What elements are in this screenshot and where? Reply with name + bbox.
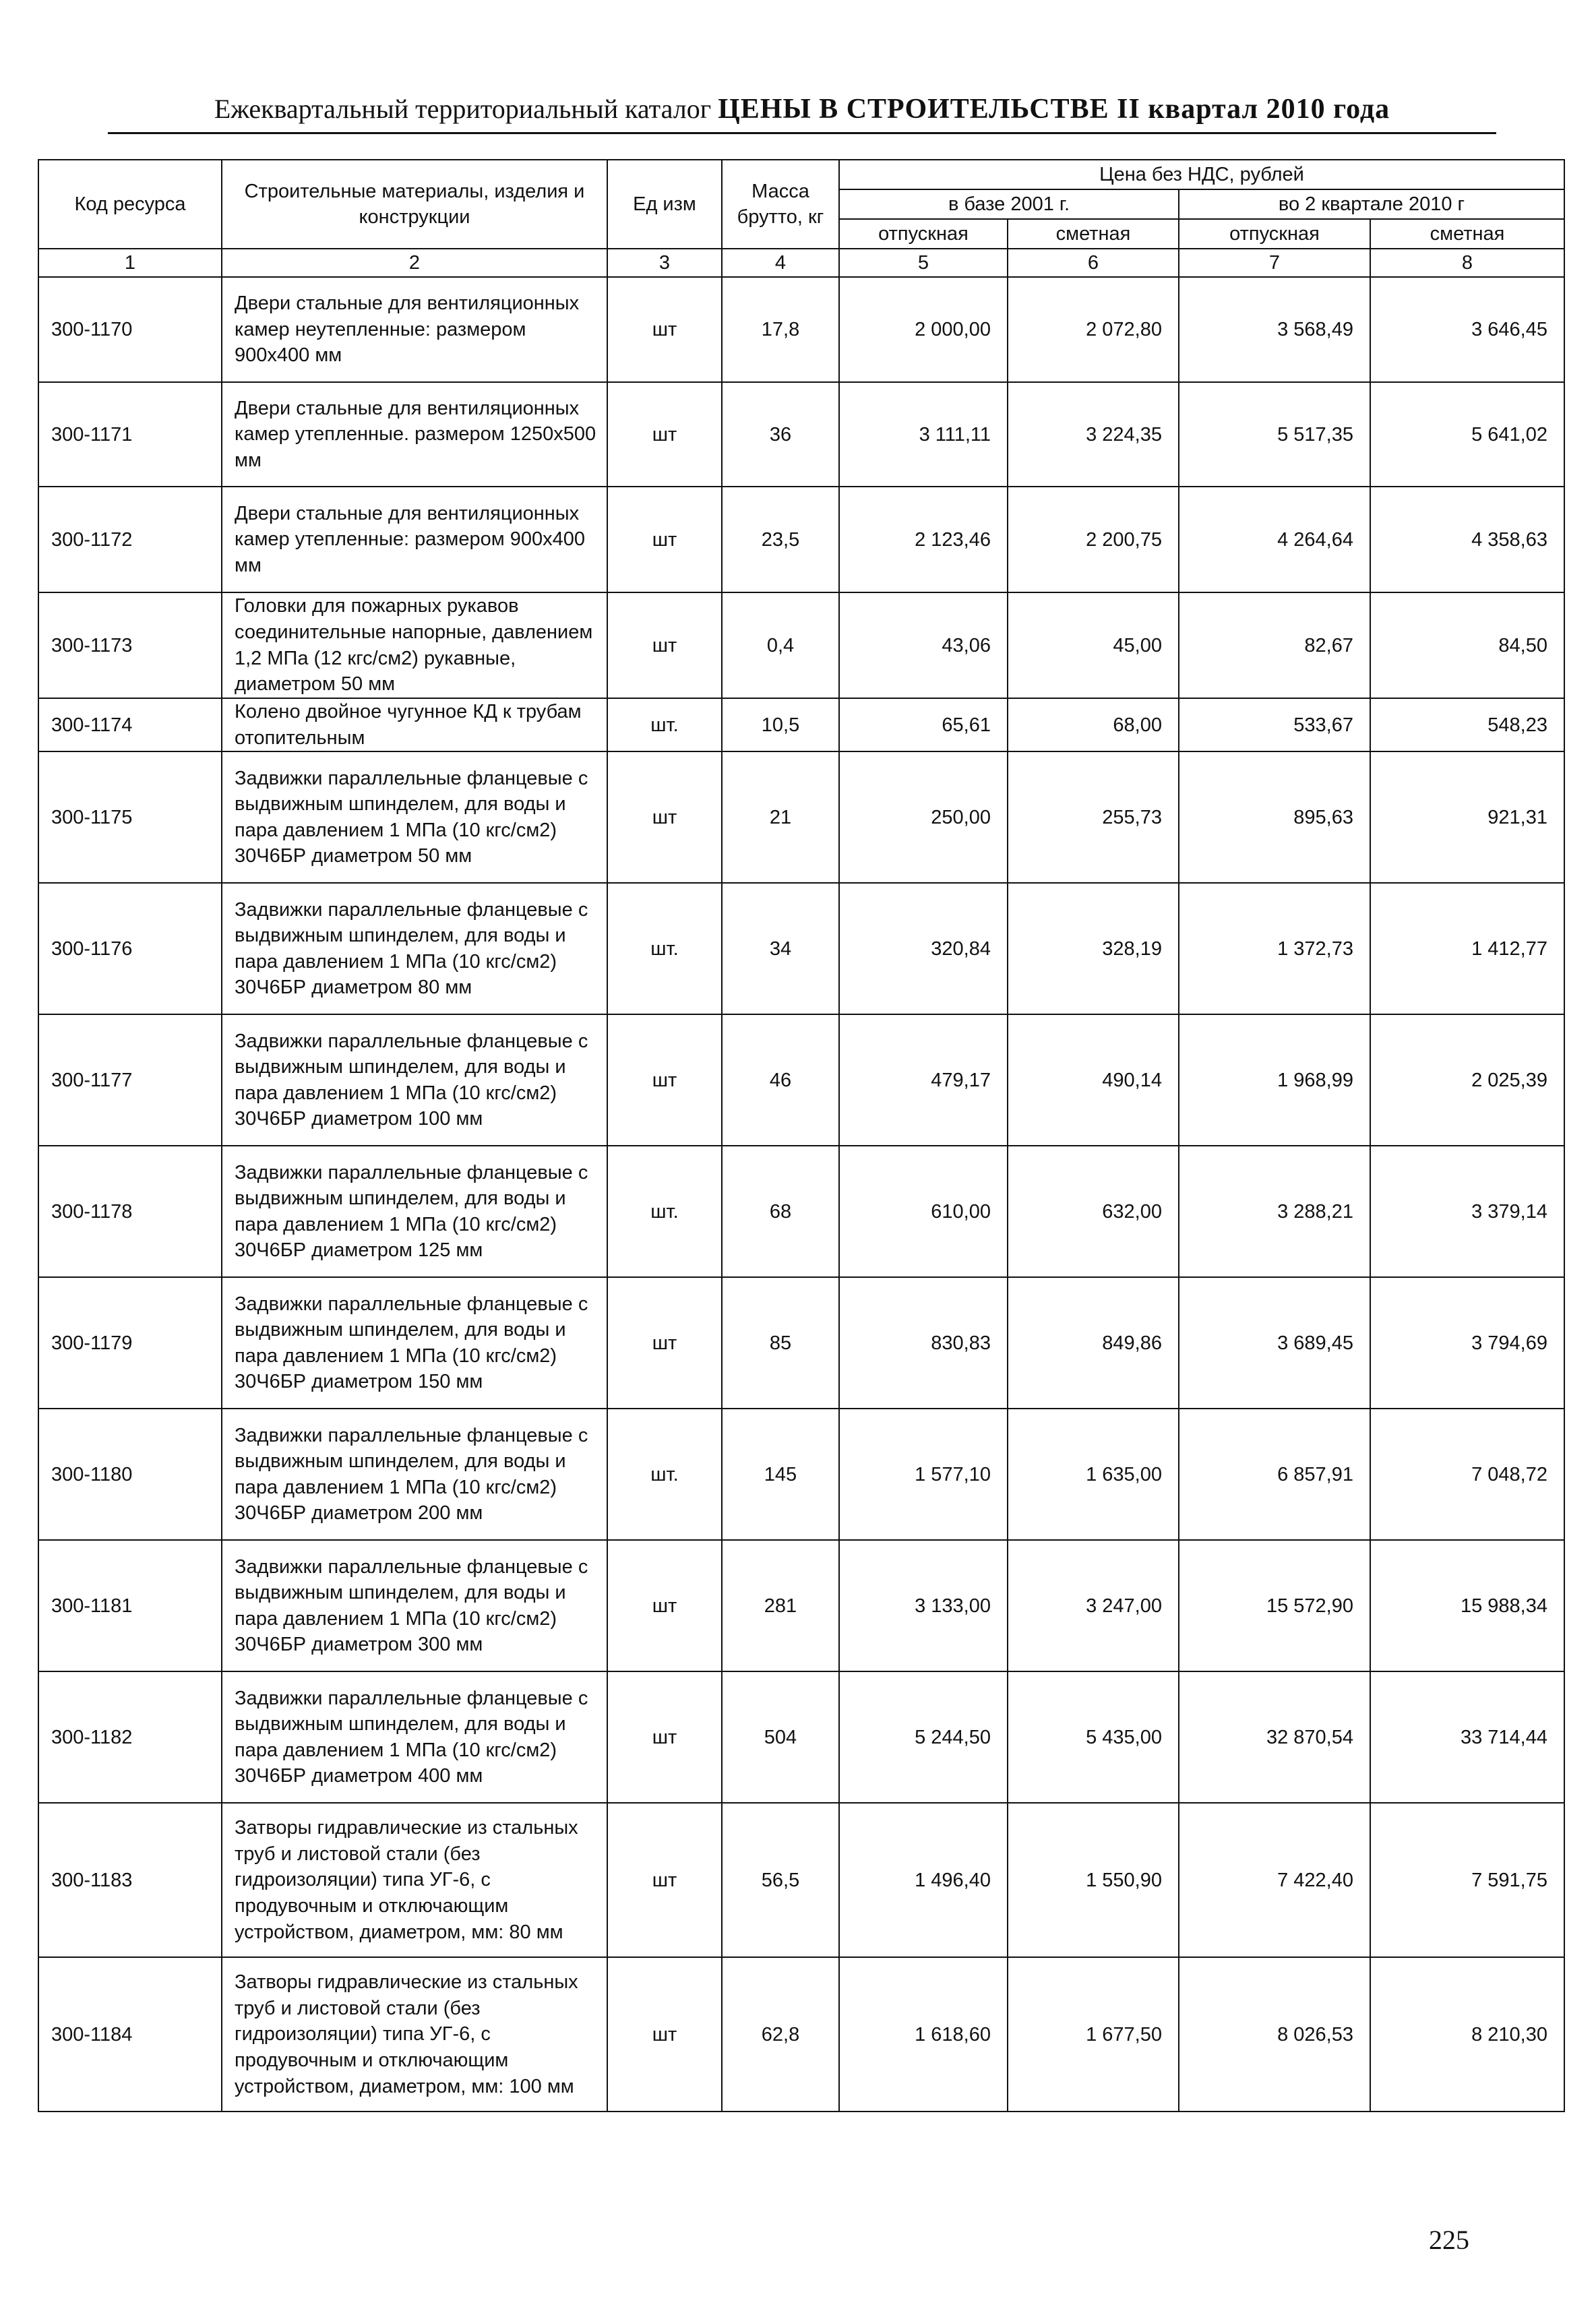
price-estimate-2001: 632,00 [1008, 1146, 1179, 1277]
price-release-2010: 82,67 [1179, 592, 1370, 698]
material-name: Двери стальные для вентиляционных камер неутепленные: размером 900х400 мм [222, 277, 607, 382]
material-name: Задвижки параллельные фланцевые с выдвижным шпинделем, для воды и пара давлением 1 МПа (10 кгс/см2) 30Ч6БР диаметром 400 мм [222, 1671, 607, 1803]
mass-cell: 145 [722, 1409, 839, 1540]
price-release-2010: 3 288,21 [1179, 1146, 1370, 1277]
price-release-2001: 5 244,50 [839, 1671, 1008, 1803]
material-name: Задвижки параллельные фланцевые с выдвижным шпинделем, для воды и пара давлением 1 МПа (10 кгс/см2) 30Ч6БР диаметром 50 мм [222, 751, 607, 883]
price-estimate-2010: 4 358,63 [1370, 487, 1564, 592]
price-estimate-2001: 45,00 [1008, 592, 1179, 698]
table-row [38, 382, 1564, 487]
material-name: Задвижки параллельные фланцевые с выдвижным шпинделем, для воды и пара давлением 1 МПа (10 кгс/см2) 30Ч6БР диаметром 80 мм [222, 883, 607, 1014]
material-name: Двери стальные для вентиляционных камер утепленные: размером 900х400 мм [222, 487, 607, 592]
unit-cell: шт [607, 1014, 722, 1146]
price-estimate-2010: 33 714,44 [1370, 1671, 1564, 1803]
price-release-2010: 5 517,35 [1179, 382, 1370, 487]
price-estimate-2001: 2 072,80 [1008, 277, 1179, 382]
table-row [38, 883, 1564, 1014]
resource-code: 300-1177 [38, 1014, 222, 1146]
price-release-2010: 3 689,45 [1179, 1277, 1370, 1409]
header-base-2001: в базе 2001 г. [839, 189, 1179, 219]
table-row [38, 1540, 1564, 1671]
mass-cell: 68 [722, 1146, 839, 1277]
price-estimate-2010: 3 794,69 [1370, 1277, 1564, 1409]
unit-cell: шт. [607, 883, 722, 1014]
price-release-2010: 1 968,99 [1179, 1014, 1370, 1146]
price-estimate-2010: 548,23 [1370, 698, 1564, 751]
mass-cell: 21 [722, 751, 839, 883]
material-name: Колено двойное чугунное КД к трубам отопительным [222, 698, 607, 751]
price-table [38, 159, 1565, 2112]
price-release-2001: 3 133,00 [839, 1540, 1008, 1671]
mass-cell: 85 [722, 1277, 839, 1409]
header-estimate-2010: сметная [1370, 219, 1564, 249]
unit-cell: шт [607, 1803, 722, 1957]
price-release-2010: 8 026,53 [1179, 1957, 1370, 2112]
price-release-2001: 3 111,11 [839, 382, 1008, 487]
price-estimate-2001: 1 550,90 [1008, 1803, 1179, 1957]
resource-code: 300-1176 [38, 883, 222, 1014]
resource-code: 300-1175 [38, 751, 222, 883]
unit-cell: шт. [607, 698, 722, 751]
price-release-2001: 43,06 [839, 592, 1008, 698]
price-estimate-2010: 7 591,75 [1370, 1803, 1564, 1957]
mass-cell: 46 [722, 1014, 839, 1146]
resource-code: 300-1172 [38, 487, 222, 592]
header-code: Код ресурса [38, 160, 222, 249]
price-release-2010: 6 857,91 [1179, 1409, 1370, 1540]
table-row [38, 1957, 1564, 2112]
unit-cell: шт [607, 1671, 722, 1803]
header-name: Строительные материалы, изделия и конструкции [222, 160, 607, 249]
table-row [38, 1014, 1564, 1146]
price-release-2001: 1 496,40 [839, 1803, 1008, 1957]
material-name: Задвижки параллельные фланцевые с выдвижным шпинделем, для воды и пара давлением 1 МПа (10 кгс/см2) 30Ч6БР диаметром 150 мм [222, 1277, 607, 1409]
catalog-header-caption: ЦЕНЫ В СТРОИТЕЛЬСТВЕ II квартал 2010 года [718, 94, 1390, 125]
mass-cell: 56,5 [722, 1803, 839, 1957]
column-number: 5 [839, 249, 1008, 277]
header-price: Цена без НДС, рублей [839, 160, 1564, 189]
resource-code: 300-1183 [38, 1803, 222, 1957]
price-release-2010: 7 422,40 [1179, 1803, 1370, 1957]
price-release-2001: 65,61 [839, 698, 1008, 751]
price-release-2001: 2 000,00 [839, 277, 1008, 382]
resource-code: 300-1182 [38, 1671, 222, 1803]
price-release-2001: 2 123,46 [839, 487, 1008, 592]
mass-cell: 36 [722, 382, 839, 487]
table-row [38, 1146, 1564, 1277]
unit-cell: шт [607, 751, 722, 883]
price-estimate-2010: 1 412,77 [1370, 883, 1564, 1014]
mass-cell: 281 [722, 1540, 839, 1671]
table-row [38, 1803, 1564, 1957]
table-row [38, 1409, 1564, 1540]
header-release-2010: отпускная [1179, 219, 1370, 249]
page-number: 225 [1429, 2225, 1469, 2255]
unit-cell: шт [607, 1957, 722, 2112]
column-number: 6 [1008, 249, 1179, 277]
table-row [38, 1671, 1564, 1803]
material-name: Задвижки параллельные фланцевые с выдвижным шпинделем, для воды и пара давлением 1 МПа (10 кгс/см2) 30Ч6БР диаметром 100 мм [222, 1014, 607, 1146]
price-estimate-2001: 3 247,00 [1008, 1540, 1179, 1671]
price-estimate-2001: 5 435,00 [1008, 1671, 1179, 1803]
column-number: 7 [1179, 249, 1370, 277]
unit-cell: шт [607, 1277, 722, 1409]
column-number: 4 [722, 249, 839, 277]
price-release-2010: 533,67 [1179, 698, 1370, 751]
price-estimate-2010: 3 646,45 [1370, 277, 1564, 382]
price-estimate-2010: 15 988,34 [1370, 1540, 1564, 1671]
price-estimate-2010: 7 048,72 [1370, 1409, 1564, 1540]
unit-cell: шт [607, 277, 722, 382]
mass-cell: 62,8 [722, 1957, 839, 2112]
price-release-2010: 895,63 [1179, 751, 1370, 883]
price-estimate-2010: 3 379,14 [1370, 1146, 1564, 1277]
material-name: Двери стальные для вентиляционных камер утепленные. размером 1250х500 мм [222, 382, 607, 487]
mass-cell: 504 [722, 1671, 839, 1803]
header-q2-2010: во 2 квартале 2010 г [1179, 189, 1564, 219]
unit-cell: шт. [607, 1146, 722, 1277]
resource-code: 300-1174 [38, 698, 222, 751]
price-estimate-2010: 8 210,30 [1370, 1957, 1564, 2112]
catalog-header [108, 93, 1496, 125]
price-release-2010: 3 568,49 [1179, 277, 1370, 382]
mass-cell: 17,8 [722, 277, 839, 382]
resource-code: 300-1179 [38, 1277, 222, 1409]
price-release-2001: 479,17 [839, 1014, 1008, 1146]
catalog-header-prefix: Ежеквартальный территориальный каталог [214, 94, 712, 124]
unit-cell: шт [607, 1540, 722, 1671]
price-estimate-2001: 255,73 [1008, 751, 1179, 883]
column-number: 3 [607, 249, 722, 277]
price-estimate-2001: 849,86 [1008, 1277, 1179, 1409]
price-estimate-2010: 921,31 [1370, 751, 1564, 883]
price-release-2010: 4 264,64 [1179, 487, 1370, 592]
material-name: Затворы гидравлические из стальных труб и листовой стали (без гидроизоляции) типа УГ-6, с продувочным и отключающим устройством, диаметром, мм: 100 мм [222, 1957, 607, 2112]
resource-code: 300-1178 [38, 1146, 222, 1277]
resource-code: 300-1173 [38, 592, 222, 698]
unit-cell: шт [607, 382, 722, 487]
price-estimate-2001: 1 635,00 [1008, 1409, 1179, 1540]
price-release-2010: 15 572,90 [1179, 1540, 1370, 1671]
price-release-2010: 1 372,73 [1179, 883, 1370, 1014]
table-row [38, 751, 1564, 883]
unit-cell: шт [607, 487, 722, 592]
resource-code: 300-1184 [38, 1957, 222, 2112]
column-number: 1 [38, 249, 222, 277]
material-name: Задвижки параллельные фланцевые с выдвижным шпинделем, для воды и пара давлением 1 МПа (10 кгс/см2) 30Ч6БР диаметром 300 мм [222, 1540, 607, 1671]
price-estimate-2001: 3 224,35 [1008, 382, 1179, 487]
resource-code: 300-1170 [38, 277, 222, 382]
table-row [38, 698, 1564, 751]
price-release-2010: 32 870,54 [1179, 1671, 1370, 1803]
header-mass: Масса брутто, кг [722, 160, 839, 249]
header-release-2001: отпускная [839, 219, 1008, 249]
column-number: 8 [1370, 249, 1564, 277]
price-release-2001: 1 577,10 [839, 1409, 1008, 1540]
price-release-2001: 610,00 [839, 1146, 1008, 1277]
price-release-2001: 320,84 [839, 883, 1008, 1014]
table-row [38, 487, 1564, 592]
price-release-2001: 250,00 [839, 751, 1008, 883]
column-number-row [38, 249, 1564, 277]
material-name: Задвижки параллельные фланцевые с выдвижным шпинделем, для воды и пара давлением 1 МПа (10 кгс/см2) 30Ч6БР диаметром 200 мм [222, 1409, 607, 1540]
unit-cell: шт [607, 592, 722, 698]
price-estimate-2001: 490,14 [1008, 1014, 1179, 1146]
price-estimate-2010: 84,50 [1370, 592, 1564, 698]
resource-code: 300-1171 [38, 382, 222, 487]
price-release-2001: 1 618,60 [839, 1957, 1008, 2112]
mass-cell: 0,4 [722, 592, 839, 698]
material-name: Затворы гидравлические из стальных труб и листовой стали (без гидроизоляции) типа УГ-6, с продувочным и отключающим устройством, диаметром, мм: 80 мм [222, 1803, 607, 1957]
price-estimate-2010: 5 641,02 [1370, 382, 1564, 487]
header-unit: Ед изм [607, 160, 722, 249]
mass-cell: 10,5 [722, 698, 839, 751]
resource-code: 300-1180 [38, 1409, 222, 1540]
column-number: 2 [222, 249, 607, 277]
mass-cell: 34 [722, 883, 839, 1014]
price-estimate-2010: 2 025,39 [1370, 1014, 1564, 1146]
material-name: Головки для пожарных рукавов соединительные напорные, давлением 1,2 МПа (12 кгс/см2) рукавные, диаметром 50 мм [222, 592, 607, 698]
table-row [38, 277, 1564, 382]
price-release-2001: 830,83 [839, 1277, 1008, 1409]
resource-code: 300-1181 [38, 1540, 222, 1671]
price-estimate-2001: 1 677,50 [1008, 1957, 1179, 2112]
mass-cell: 23,5 [722, 487, 839, 592]
table-row [38, 592, 1564, 698]
price-estimate-2001: 68,00 [1008, 698, 1179, 751]
header-rule [108, 132, 1496, 134]
price-estimate-2001: 328,19 [1008, 883, 1179, 1014]
material-name: Задвижки параллельные фланцевые с выдвижным шпинделем, для воды и пара давлением 1 МПа (10 кгс/см2) 30Ч6БР диаметром 125 мм [222, 1146, 607, 1277]
header-estimate-2001: сметная [1008, 219, 1179, 249]
price-estimate-2001: 2 200,75 [1008, 487, 1179, 592]
table-row [38, 1277, 1564, 1409]
unit-cell: шт. [607, 1409, 722, 1540]
